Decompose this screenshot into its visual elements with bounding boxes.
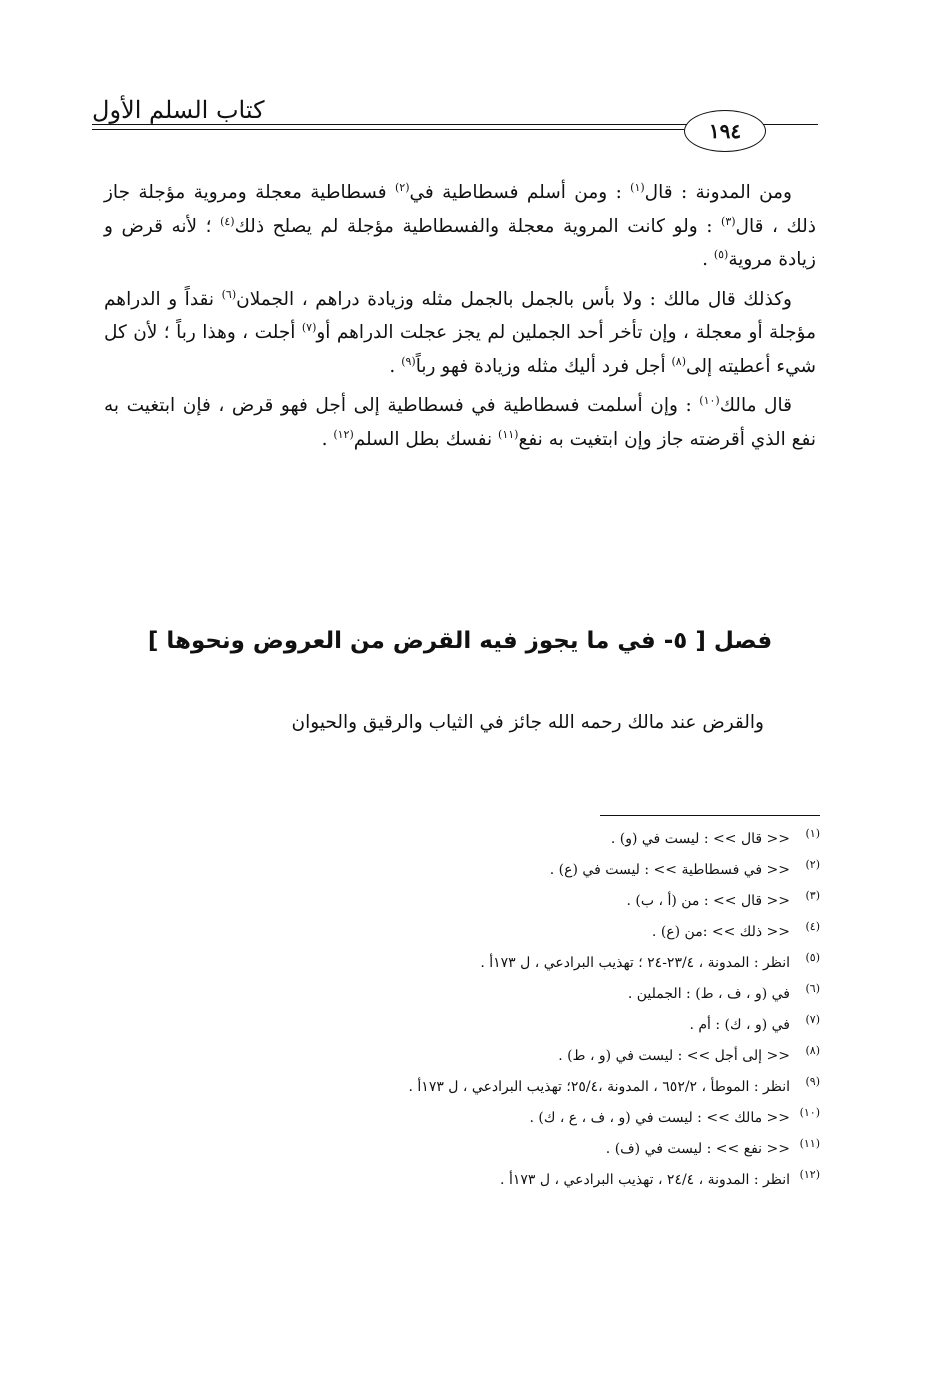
footnote-divider xyxy=(600,815,820,816)
text-run: نقداً و الدراهم مؤجلة أو معجلة ، وإن تأخر أحد الجملين لم يجز عجلت الدراهم أو xyxy=(104,288,816,343)
footnote-ref: (٢) xyxy=(394,180,410,194)
main-text xyxy=(104,176,816,462)
section-text: والقرض عند مالك رحمه الله جائز في الثياب والرقيق والحيوان xyxy=(291,712,764,733)
footnote-item: (١)<< قال >> : ليست في (و) . xyxy=(610,827,820,847)
footnote-text: << ذلك >> :من (ع) . xyxy=(651,924,790,940)
footnote-item: (٧)في (و ، ك) : أم . xyxy=(689,1013,820,1033)
footnote-ref: (١١) xyxy=(498,427,519,441)
footnote-ref: (٩) xyxy=(401,354,416,368)
footnote-text: << نفع >> : ليست في (ف) . xyxy=(605,1141,790,1157)
paragraph-1 xyxy=(104,176,816,277)
footnote-item: (٤)<< ذلك >> :من (ع) . xyxy=(651,920,820,940)
paragraph-3 xyxy=(104,389,816,456)
footnote-text: انظر : المدونة ، ٢٣/٤-٢٤ ؛ تهذيب البرادعي ، ل ١٧٣أ . xyxy=(480,955,790,971)
page-number: ١٩٤ xyxy=(684,110,766,152)
footnote-item: (١٢)انظر : المدونة ، ٢٤/٤ ، تهذيب البرادعي ، ل ١٧٣أ . xyxy=(500,1168,820,1188)
footnote-ref: (١) xyxy=(630,180,645,194)
footnote-item: (٣)<< قال >> : من (أ ، ب) . xyxy=(626,889,820,909)
footnote-ref: (١٠) xyxy=(699,393,720,407)
footnote-item: (٥)انظر : المدونة ، ٢٣/٤-٢٤ ؛ تهذيب البرادعي ، ل ١٧٣أ . xyxy=(480,951,820,971)
footnote-text: في (و ، ك) : أم . xyxy=(689,1017,790,1033)
footnote-item: (٨)<< إلى أجل >> : ليست في (و ، ط) . xyxy=(558,1044,820,1064)
text-run: أجل فرد أليك مثله وزيادة فهو رباً xyxy=(415,355,672,377)
footnote-ref: (٦) xyxy=(221,287,237,301)
text-run: . xyxy=(702,249,714,270)
text-run: فسطاطية معجلة ومروية مؤجلة جاز ذلك ، قال xyxy=(104,182,817,237)
footnote-item: (٢)<< في فسطاطية >> : ليست في (ع) . xyxy=(549,858,820,878)
text-run: قال مالك xyxy=(719,395,792,416)
text-run: أجلت ، وهذا رباً ؛ لأن كل شيء أعطيته إلى xyxy=(104,322,816,377)
text-run: : ومن أسلم فسطاطية في xyxy=(409,182,631,203)
footnote-text: << مالك >> : ليست في (و ، ف ، ع ، ك) . xyxy=(529,1110,790,1126)
footnote-item: (٦)في (و ، ف ، ط) : الجملين . xyxy=(627,982,820,1002)
text-run: . xyxy=(321,428,334,450)
footnote-ref: (١٢) xyxy=(333,427,354,441)
text-run: ؛ لأنه قرض و زيادة مروية xyxy=(104,215,816,270)
text-run: نفسك بطل السلم xyxy=(353,428,499,450)
footnote-ref: (٣) xyxy=(721,214,736,228)
text-run: : ولو كانت المروية معجلة والفسطاطية مؤجلة لم يصلح ذلك xyxy=(234,215,722,237)
footnote-ref: (٧) xyxy=(301,320,317,334)
footnote-ref: (٤) xyxy=(220,214,235,228)
text-run: : وإن أسلمت فسطاطية في فسطاطية إلى أجل فهو قرض ، فإن ابتغيت به نفع الذي أقرضته جاز وإن ابتغيت به نفع xyxy=(104,395,816,450)
footnote-item: (١٠)<< مالك >> : ليست في (و ، ف ، ع ، ك) . xyxy=(529,1106,820,1126)
footnote-text: << قال >> : ليست في (و) . xyxy=(610,831,790,847)
footnote-text: << في فسطاطية >> : ليست في (ع) . xyxy=(549,862,790,878)
footnote-item: (٩)انظر : الموطأ ، ٦٥٢/٢ ، المدونة ،٢٥/٤؛ تهذيب البرادعي ، ل ١٧٣أ . xyxy=(408,1075,820,1095)
text-run: . xyxy=(389,355,402,377)
footnote-text: انظر : المدونة ، ٢٤/٤ ، تهذيب البرادعي ، ل ١٧٣أ . xyxy=(500,1172,790,1188)
footnotes-list xyxy=(260,824,820,1196)
footnote-text: في (و ، ف ، ط) : الجملين . xyxy=(627,986,790,1002)
footnote-ref: (٥) xyxy=(713,247,729,261)
running-title: كتاب السلم الأول xyxy=(92,96,265,124)
header-rule-inner xyxy=(92,129,684,130)
page-header xyxy=(0,0,937,160)
section-heading: فصل [ ٥- في ما يجوز فيه القرض من العروض ونحوها ] xyxy=(147,628,773,654)
footnote-text: << إلى أجل >> : ليست في (و ، ط) . xyxy=(558,1048,790,1064)
text-run: وكذلك قال مالك : ولا بأس بالجمل بالجمل مثله وزيادة دراهم ، الجملان xyxy=(236,288,792,310)
paragraph-2 xyxy=(104,283,816,384)
footnote-item: (١١)<< نفع >> : ليست في (ف) . xyxy=(605,1137,820,1157)
text-run: ومن المدونة : قال xyxy=(644,182,792,203)
footnote-text: << قال >> : من (أ ، ب) . xyxy=(626,893,790,909)
footnote-ref: (٨) xyxy=(671,354,686,368)
footnote-text: انظر : الموطأ ، ٦٥٢/٢ ، المدونة ،٢٥/٤؛ تهذيب البرادعي ، ل ١٧٣أ . xyxy=(408,1079,790,1095)
